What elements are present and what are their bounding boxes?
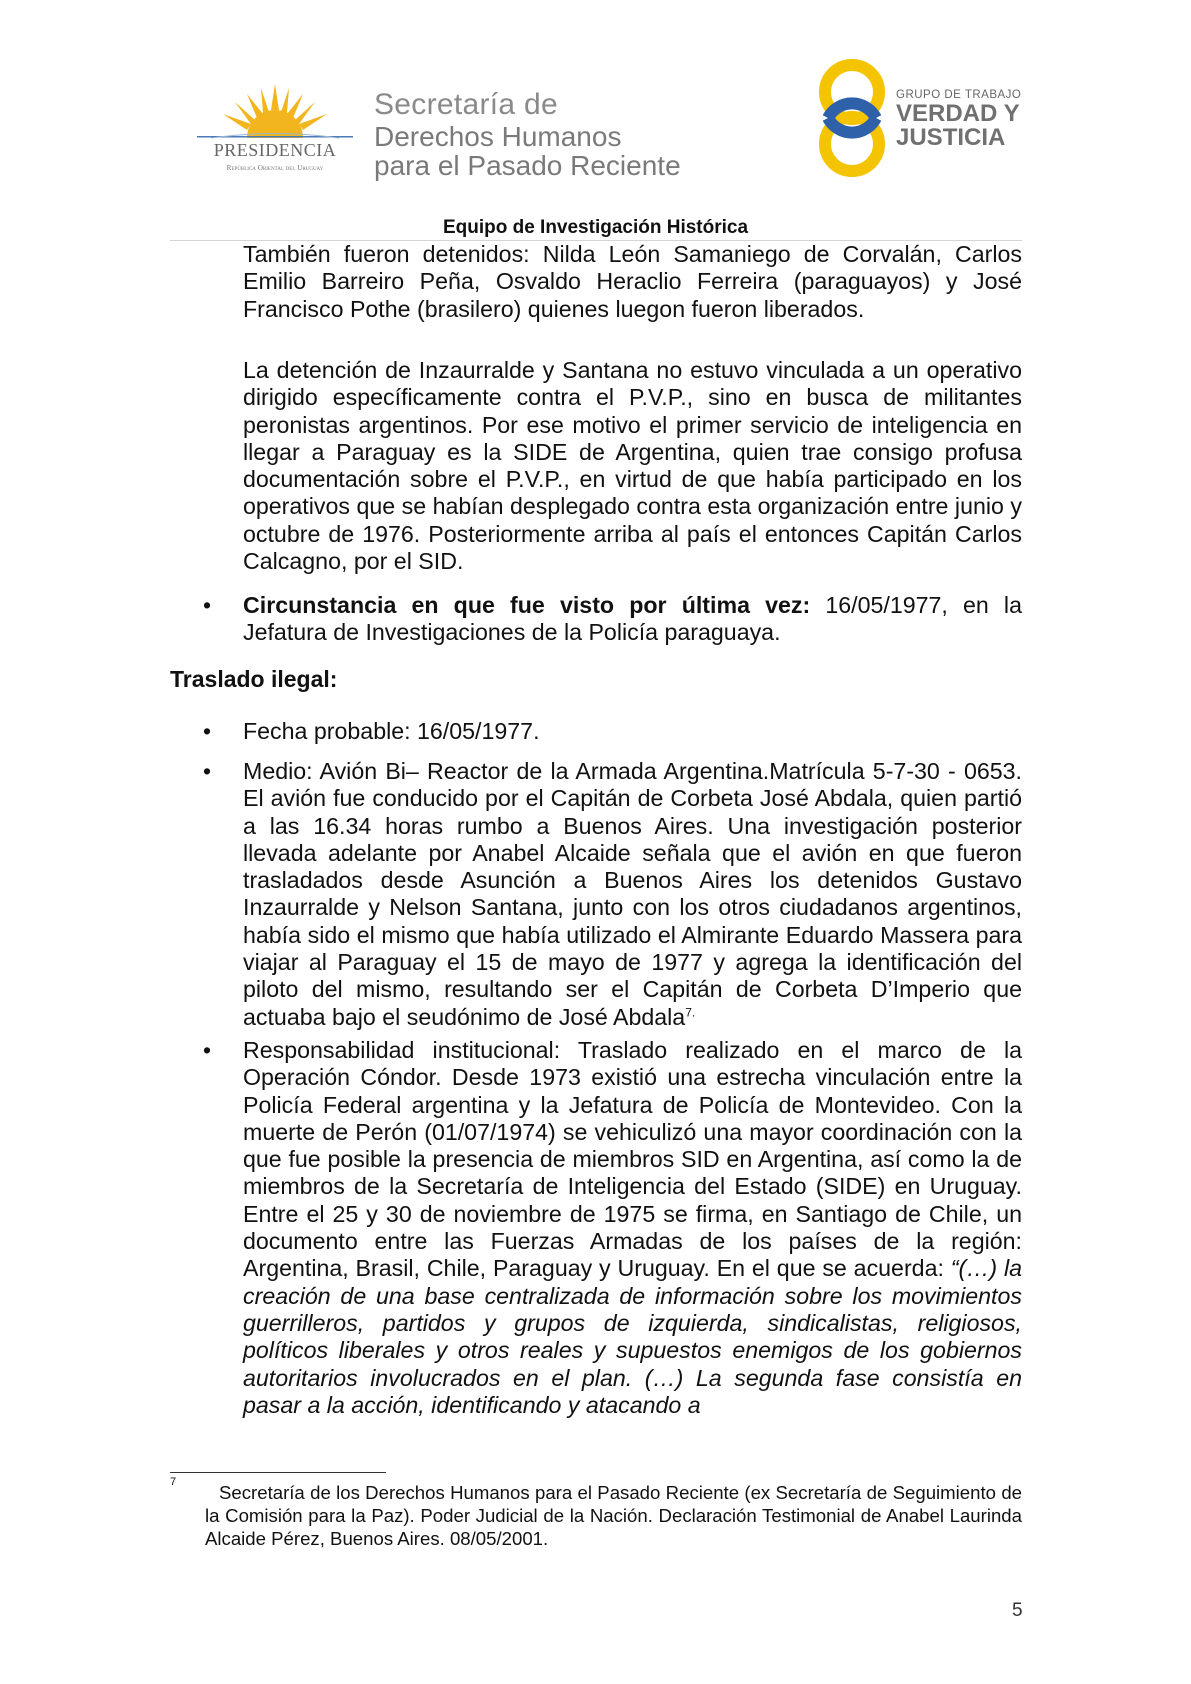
section-heading: Traslado ilegal: [170,666,338,692]
page-number: 5 [1012,1600,1023,1621]
bullet-icon: • [203,1037,212,1063]
secretaria-line-1: Secretaría de [374,88,559,121]
presidencia-name: PRESIDENCIA [213,140,337,160]
presidencia-subtitle: República Oriental del Uruguay [226,164,324,172]
footnote-number: 7 [170,1476,177,1488]
grupo-label: GRUPO DE TRABAJO [896,89,1022,101]
responsibility-quote: “(…) la creación de una base centralizada de información sobre los movimientos guerrilleros, partidos y grupos de izquierda, sindicalistas, religiosos, políticos liberales y otros reales y supuestos enemigos de los gobiernos autoritarios involucrados en el plan. (…) La segunda fase consistía en pasar a la acción, identificando y atacando a [243,1255,1023,1418]
presidencia-logo [195,80,355,180]
paragraph-detainees: También fueron detenidos: Nilda León Samaniego de Corvalán, Carlos Emilio Barreiro Peña, Osvaldo Heraclio Ferreira (paraguayos) y José Francisco Pothe (brasilero) quienes luegon fueron liberados. [243,241,1022,322]
footnote-text: Secretaría de los Derechos Humanos para el Pasado Reciente (ex Secretaría de Seguimiento de la Comisión para la Paz). Poder Judicial de la Nación. Declaración Testimonial de Anabel Laurinda Alcaide Pérez, Buenos Aires. 08/05/2001. [205,1482,1022,1549]
footnote-divider [170,1472,386,1473]
responsibility-text: Responsabilidad institucional: Traslado realizado en el marco de la Operación Cóndor. Desde 1973 existió una estrecha vinculación entre la Policía Federal argentina y la Jefatura de Policía de Montevideo. Con la muerte de Perón (01/07/1974) se vehiculizó una mayor coordinación con la que fue posible la presencia de miembros SID en Argentina, así como la de miembros de la Secretaría de Inteligencia del Estado (SIDE) en Uruguay. Entre el 25 y 30 de noviembre de 1975 se firma, en Santiago de Chile, un documento entre las Fuerzas Armadas de los países de la región: Argentina, Brasil, Chile, Paraguay y Uruguay. En el que se acuerda: [243,1037,1022,1282]
list-item-means [243,758,1022,1031]
list-item-responsibility [243,1037,1022,1419]
bullet-icon: • [203,758,212,784]
secretaria-line-2: Derechos Humanos [374,121,622,152]
justicia-label: JUSTICIA [896,124,1006,151]
verdad-label: VERDAD Y [896,100,1020,127]
last-seen-text: 16/05/1977, en la Jefatura de Investigaciones de la Policía paraguaya. [243,592,1022,646]
means-text: Medio: Avión Bi– Reactor de la Armada Argentina.Matrícula 5-7-30 - 0653. El avión fue conducido por el Capitán de Corbeta José Abdala, quien partió a las 16.34 horas rumbo a Buenos Aires. Una investigación posterior llevada adelante por Anabel Alcaide señala que el avión en que fueron trasladados desde Asunción a Buenos Aires los detenidos Gustavo Inzaurralde y Nelson Santana, junto con los otros ciudadanos argentinos, había sido el mismo que había utilizado el Almirante Eduardo Massera para viajar al Paraguay el 15 de mayo de 1977 y agrega la identificación del piloto del mismo, resultando ser el Capitán de Corbeta D’Imperio que actuaba bajo el seudónimo de José Abdala [243,758,1022,1030]
bullet-icon: • [203,718,212,744]
secretaria-line-3: para el Pasado Reciente [374,150,681,181]
list-item-date: Fecha probable: 16/05/1977. [243,718,540,744]
secretaria-logo-text [374,88,681,180]
paragraph-detention: La detención de Inzaurralde y Santana no estuvo vinculada a un operativo dirigido específicamente contra el P.V.P., sino en busca de militantes peronistas argentinos. Por ese motivo el primer servicio de inteligencia en llegar a Paraguay es la SIDE de Argentina, quien trae consigo profusa documentación sobre el P.V.P., en virtud de que había participado en los operativos que se habían desplegado contra esta organización entre junio y octubre de 1976. Posteriormente arriba al país el entonces Capitán Carlos Calcagno, por el SID. [243,357,1022,575]
team-title: Equipo de Investigación Histórica [442,217,749,238]
last-seen-label: Circunstancia en que fue visto por última vez: [243,592,811,618]
verdad-justicia-text [896,88,1021,150]
footnote-reference: 7. [685,1004,696,1019]
bullet-icon: • [203,592,212,618]
list-item-last-seen [243,592,1022,647]
verdad-justicia-rings-icon [816,56,900,180]
